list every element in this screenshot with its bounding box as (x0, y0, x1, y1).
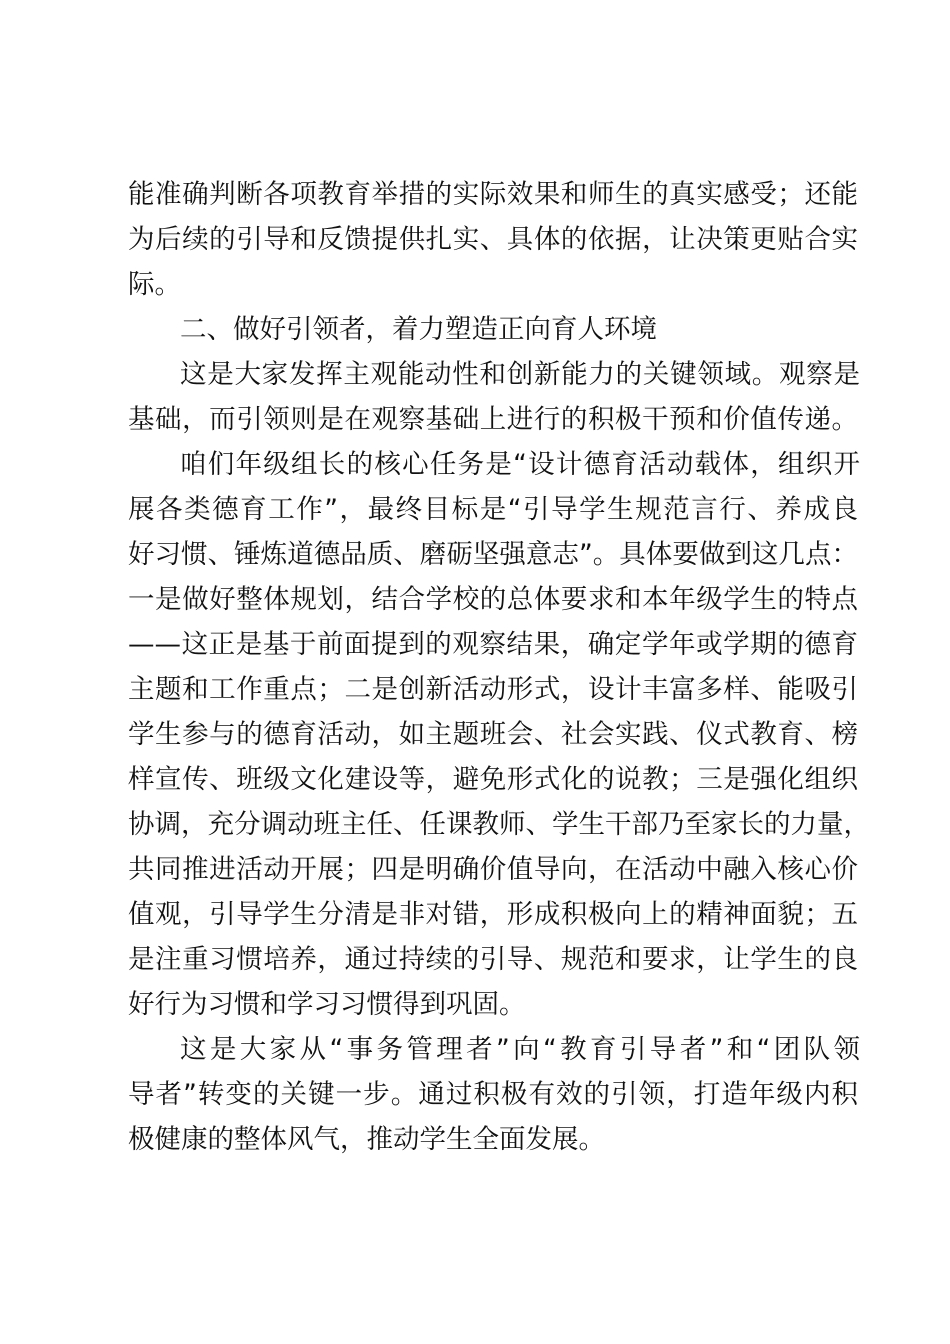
text-line: 一是做好整体规划，结合学校的总体要求和本年级学生的特点 (128, 584, 858, 615)
text-line: 值观，引导学生分清是非对错，形成积极向上的精神面貌；五 (128, 899, 858, 930)
text-line: 好习惯、锤炼道德品质、磨砺坚强意志”。具体要做到这几点： (128, 539, 858, 570)
text-line: 展各类德育工作”，最终目标是“引导学生规范言行、养成良 (128, 494, 858, 525)
text-line: 导者”转变的关键一步。通过积极有效的引领，打造年级内积 (128, 1079, 858, 1110)
text-line: 好行为习惯和学习习惯得到巩固。 (128, 989, 526, 1020)
text-line: 样宣传、班级文化建设等，避免形式化的说教；三是强化组织 (128, 764, 858, 795)
section-heading: 二、做好引领者，着力塑造正向育人环境 (180, 314, 657, 345)
text-line: 协调，充分调动班主任、任课教师、学生干部乃至家长的力量， (128, 809, 870, 840)
text-line: 极健康的整体风气，推动学生全面发展。 (128, 1124, 605, 1155)
text-line: 学生参与的德育活动，如主题班会、社会实践、仪式教育、榜 (128, 719, 858, 750)
text-line: 这是大家发挥主观能动性和创新能力的关键领域。观察是 (180, 359, 860, 390)
text-line: 基础，而引领则是在观察基础上进行的积极干预和价值传递。 (128, 404, 858, 435)
text-line: ——这正是基于前面提到的观察结果，确定学年或学期的德育 (128, 629, 858, 660)
text-line: 为后续的引导和反馈提供扎实、具体的依据，让决策更贴合实 (128, 224, 858, 255)
text-line: 际。 (128, 269, 181, 300)
text-line: 是注重习惯培养，通过持续的引导、规范和要求，让学生的良 (128, 944, 858, 975)
text-line: 主题和工作重点；二是创新活动形式，设计丰富多样、能吸引 (128, 674, 858, 705)
text-line: 咱们年级组长的核心任务是“设计德育活动载体，组织开 (180, 449, 860, 480)
text-line: 能准确判断各项教育举措的实际效果和师生的真实感受；还能 (128, 179, 858, 210)
text-line: 这是大家从“事务管理者”向“教育引导者”和“团队领 (180, 1034, 860, 1065)
text-line: 共同推进活动开展；四是明确价值导向，在活动中融入核心价 (128, 854, 858, 885)
